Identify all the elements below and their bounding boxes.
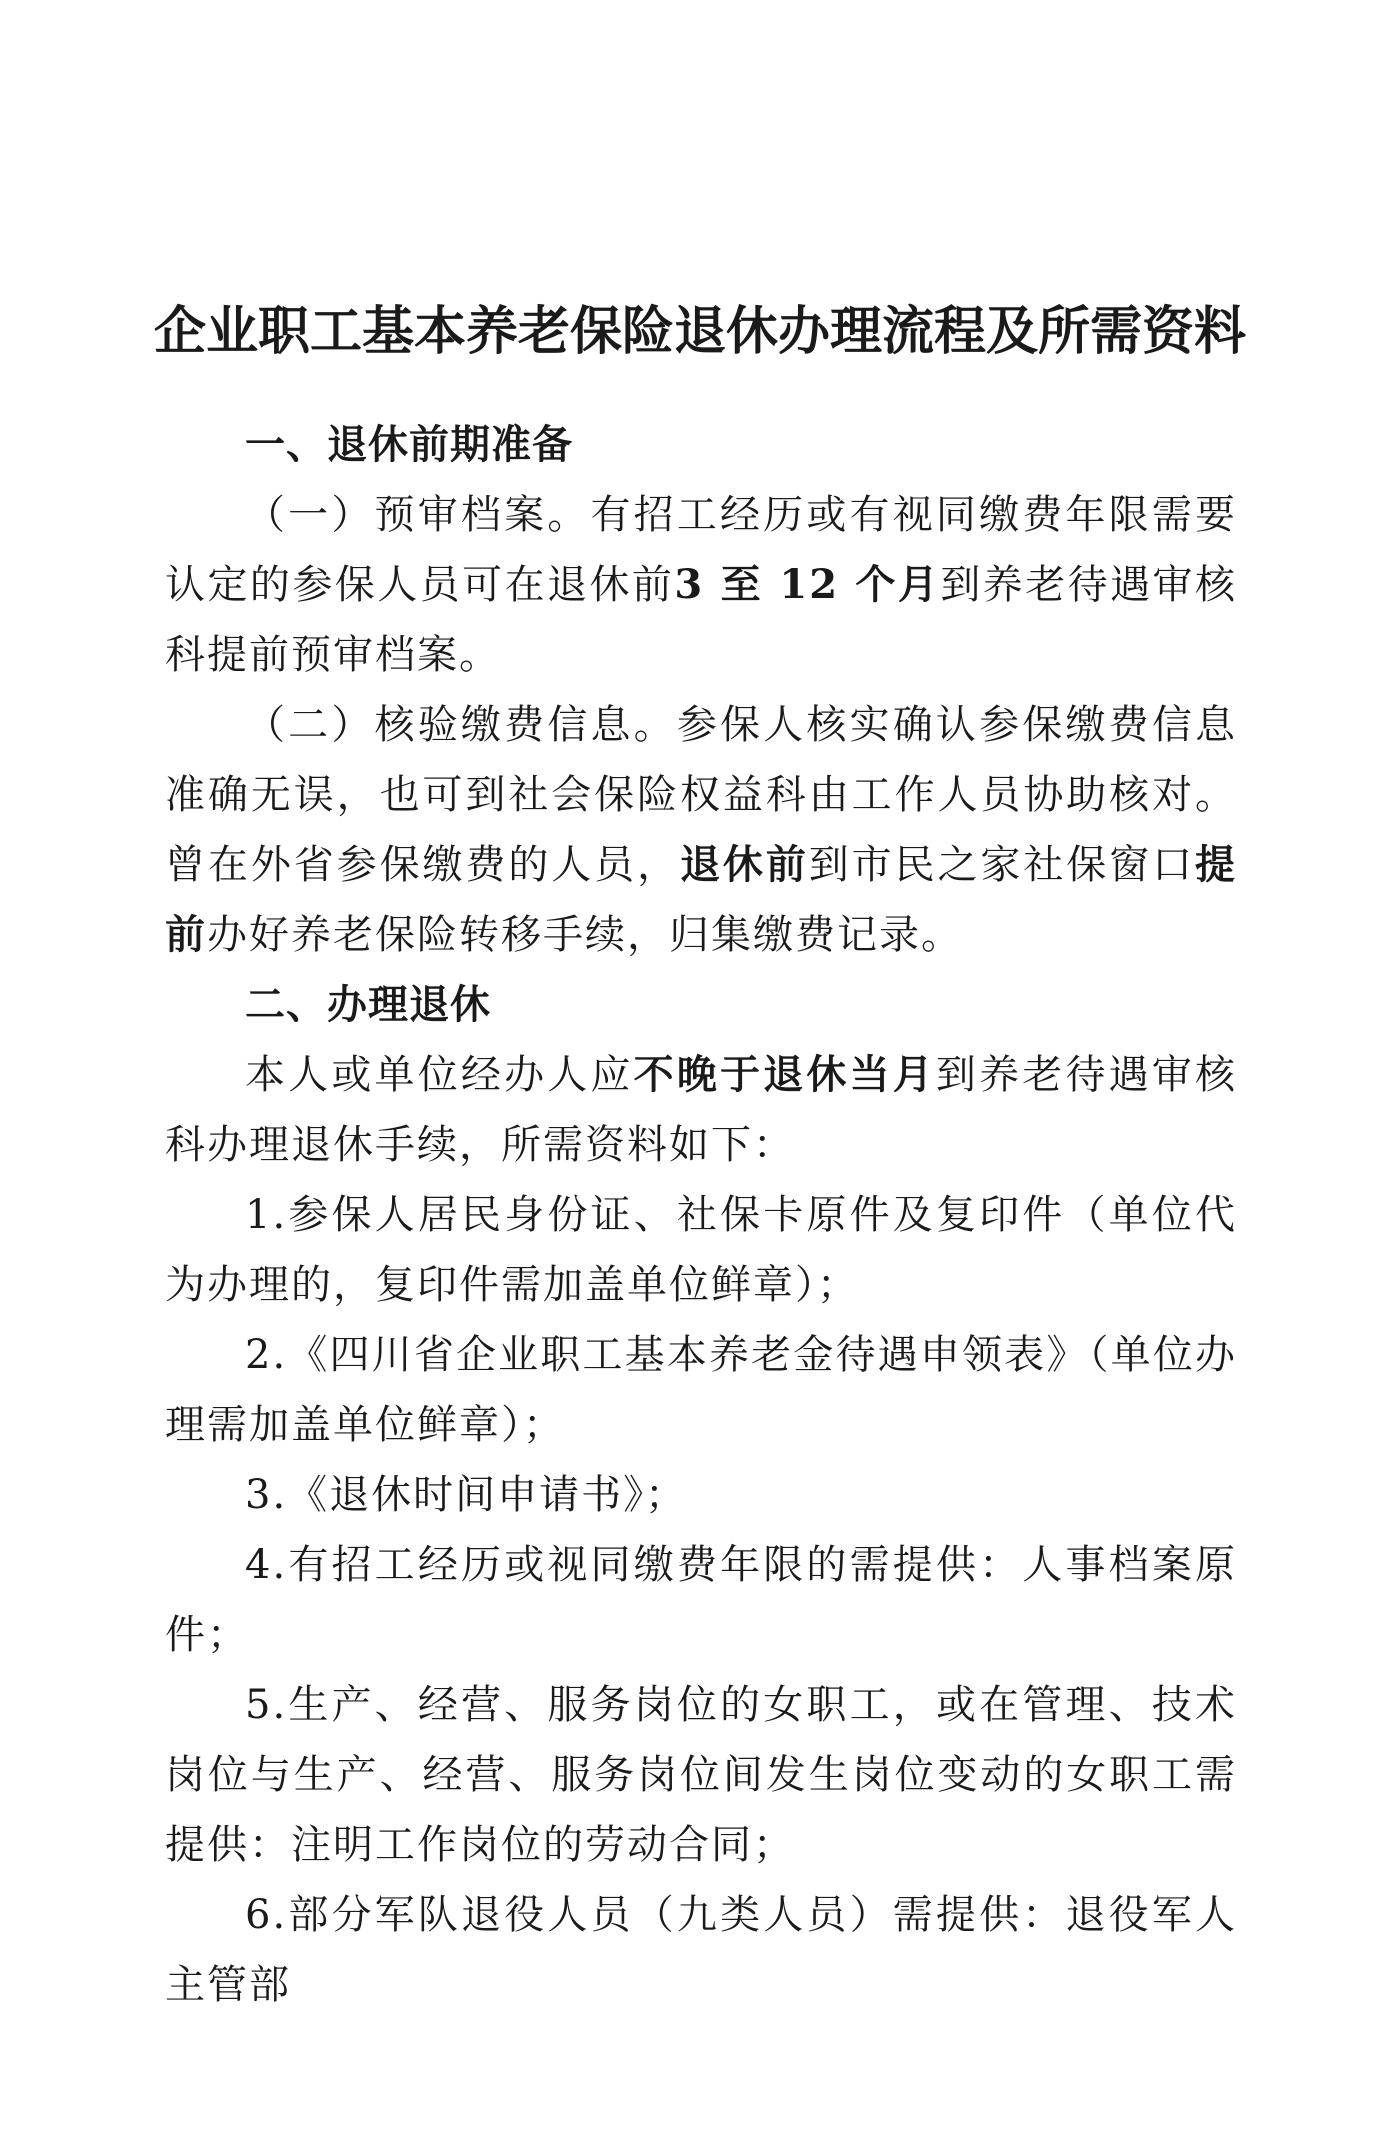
- list-item: 5.生产、经营、服务岗位的女职工，或在管理、技术岗位与生产、经营、服务岗位间发生岗位变动的女职工需提供：注明工作岗位的劳动合同；: [165, 1682, 1237, 1868]
- paragraph-retirement-intro: [165, 1040, 1237, 1180]
- paragraph-text: （一）预审档案。有招工经历或有视同缴费年限需要认定的参保人员可在退休前: [165, 492, 1237, 608]
- document-title: 企业职工基本养老保险退休办理流程及所需资料: [153, 301, 1246, 362]
- bold-text: 不晚于退休当月: [633, 1051, 936, 1098]
- document-body: [165, 410, 1237, 2020]
- paragraph-archive-review: [165, 480, 1237, 690]
- list-item: 2.《四川省企业职工基本养老金待遇申领表》（单位办理需加盖单位鲜章）；: [165, 1332, 1237, 1448]
- paragraph-text: 到养老待遇审核科提前预审档案。: [165, 562, 1237, 678]
- list-item: 1.参保人居民身份证、社保卡原件及复印件（单位代为办理的，复印件需加盖单位鲜章）；: [165, 1192, 1237, 1308]
- list-item: 6.部分军队退役人员（九类人员）需提供：退役军人主管部: [165, 1892, 1237, 2008]
- paragraph-text: 到市民之家社保窗口: [808, 842, 1195, 888]
- paragraph-text: 办好养老保险转移手续，归集缴费记录。: [207, 912, 963, 958]
- paragraph-text: （二）核验缴费信息。参保人核实确认参保缴费信息准确无误，也可到社会保险权益科由工作人员协助核对。曾在外省参保缴费的人员，: [165, 702, 1237, 888]
- bold-text: 退休前: [680, 841, 809, 888]
- paragraph-text: 本人或单位经办人应: [245, 1052, 634, 1098]
- paragraph-text: 到养老待遇审核科办理退休手续，所需资料如下：: [165, 1052, 1238, 1168]
- list-item: 3.《退休时间申请书》；: [245, 1472, 688, 1518]
- paragraph-payment-verification: [165, 690, 1237, 970]
- bold-text: 提前: [165, 841, 1237, 958]
- bold-text: 3 至 12 个月: [674, 561, 941, 608]
- section-heading-retirement: 二、办理退休: [245, 982, 491, 1028]
- section-heading-preparation: 一、退休前期准备: [245, 422, 573, 468]
- list-item: 4.有招工经历或视同缴费年限的需提供：人事档案原件；: [165, 1542, 1237, 1658]
